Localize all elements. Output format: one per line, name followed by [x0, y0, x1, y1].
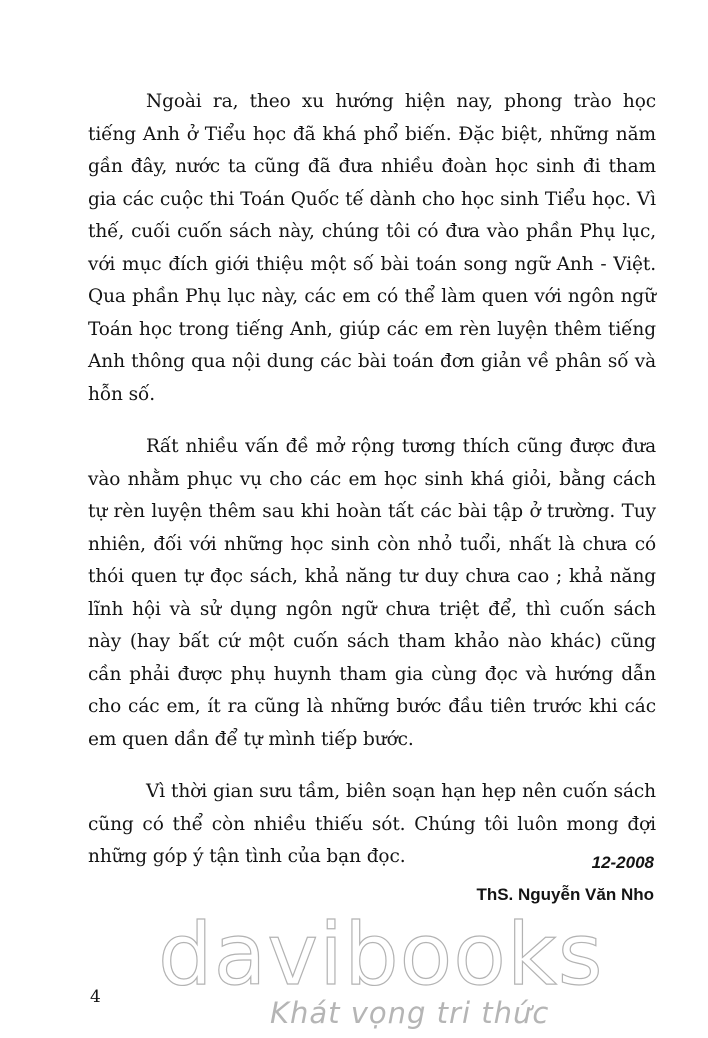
author-name: ThS. Nguyễn Văn Nho [476, 885, 654, 904]
paragraph-2: Rất nhiều vấn đề mở rộng tương thích cũng được đưa vào nhằm phục vụ cho các em học sinh khá giỏi, bằng cách tự rèn luyện thêm sau khi hoàn tất các bài tập ở trường. Tuy nhiên, đối với những học sinh còn nhỏ tuổi, nhất là chưa có thói quen tự đọc sách, khả năng tư duy chưa cao ; khả năng lĩnh hội và sử dụng ngôn ngữ chưa triệt để, thì cuốn sách này (hay bất cứ một cuốn sách tham khảo nào khác) cũng cần phải được phụ huynh tham gia cùng đọc và hướng dẫn cho các em, ít ra cũng là những bước đầu tiên trước khi các em quen dần để tự mình tiếp bước. [88, 436, 656, 750]
paragraph-3: Vì thời gian sưu tầm, biên soạn hạn hẹp nên cuốn sách cũng có thể còn nhiều thiếu sót. Chúng tôi luôn mong đợi những góp ý tận tình của bạn đọc. [88, 781, 656, 867]
paragraph-1: Ngoài ra, theo xu hướng hiện nay, phong trào học tiếng Anh ở Tiểu học đã khá phổ biến. Đặc biệt, những năm gần đây, nước ta cũng đã đưa nhiều đoàn học sinh đi tham gia các cuộc thi Toán Quốc tế dành cho học sinh Tiểu học. Vì thế, cuối cuốn sách này, chúng tôi có đưa vào phần Phụ lục, với mục đích giới thiệu một số bài toán song ngữ Anh - Việt. Qua phần Phụ lục này, các em có thể làm quen với ngôn ngữ Toán học trong tiếng Anh, giúp các em rèn luyện thêm tiếng Anh thông qua nội dung các bài toán đơn giản về phân số và hỗn số. [88, 91, 656, 405]
signature-date: 12-2008 [591, 853, 654, 872]
watermark-brand: davibooks [158, 905, 604, 1005]
watermark-slogan: Khát vọng tri thức [270, 996, 550, 1030]
page-number: 4 [90, 987, 101, 1007]
preface-text [88, 86, 656, 894]
